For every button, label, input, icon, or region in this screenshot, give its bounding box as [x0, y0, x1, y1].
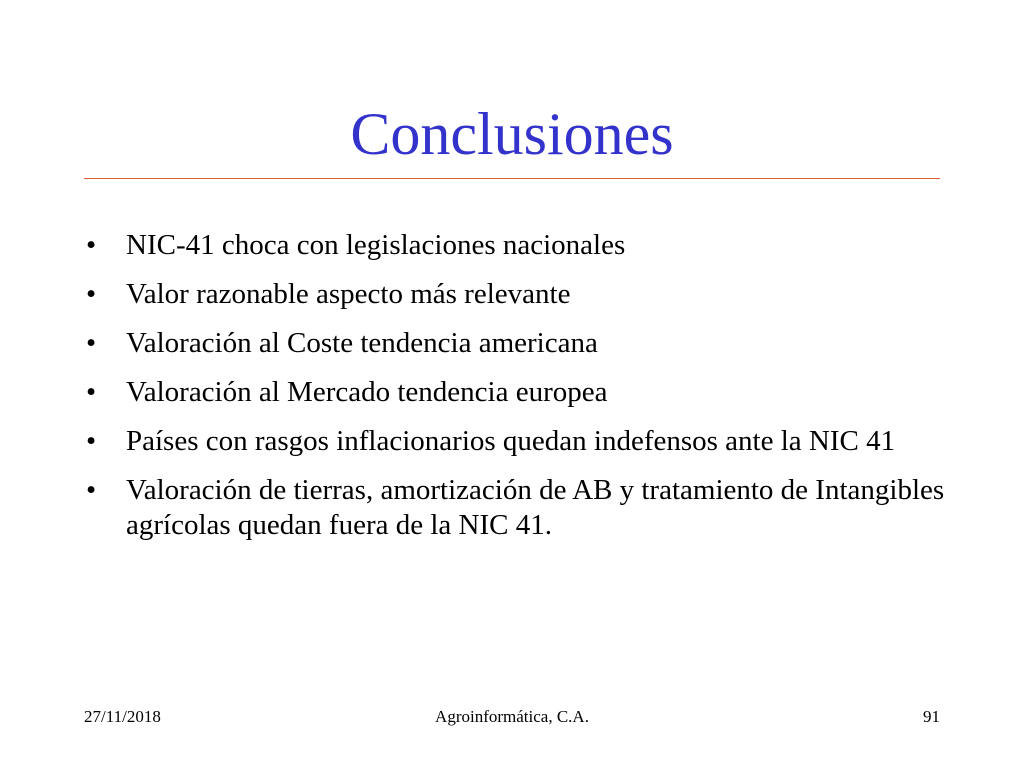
bullet-icon: •	[86, 474, 97, 506]
list-item	[84, 326, 954, 361]
bullet-icon: •	[86, 278, 97, 310]
bullet-icon: •	[86, 425, 97, 457]
bullet-icon: •	[86, 229, 97, 261]
list-item	[84, 473, 954, 543]
bullet-list	[84, 228, 954, 557]
slide-title: Conclusiones	[350, 101, 674, 167]
list-item	[84, 424, 954, 459]
bullet-text: Valoración al Coste tendencia americana	[126, 327, 598, 359]
list-item	[84, 375, 954, 410]
title-divider	[84, 178, 940, 179]
bullet-text: Valor razonable aspecto más relevante	[126, 278, 571, 310]
footer-date: 27/11/2018	[84, 707, 161, 726]
bullet-text: Valoración de tierras, amortización de AB y tratamiento de Intangibles agrícolas quedan fuera de la NIC 41.	[126, 474, 945, 541]
bullet-text: NIC-41 choca con legislaciones nacionales	[126, 229, 626, 261]
bullet-text: Valoración al Mercado tendencia europea	[126, 376, 608, 408]
bullet-text: Países con rasgos inflacionarios quedan indefensos ante la NIC 41	[126, 425, 896, 457]
list-item	[84, 228, 954, 263]
footer-company: Agroinformática, C.A.	[435, 707, 589, 726]
bullet-icon: •	[86, 376, 97, 408]
bullet-icon: •	[86, 327, 97, 359]
page-number: 91	[923, 707, 940, 726]
list-item	[84, 277, 954, 312]
